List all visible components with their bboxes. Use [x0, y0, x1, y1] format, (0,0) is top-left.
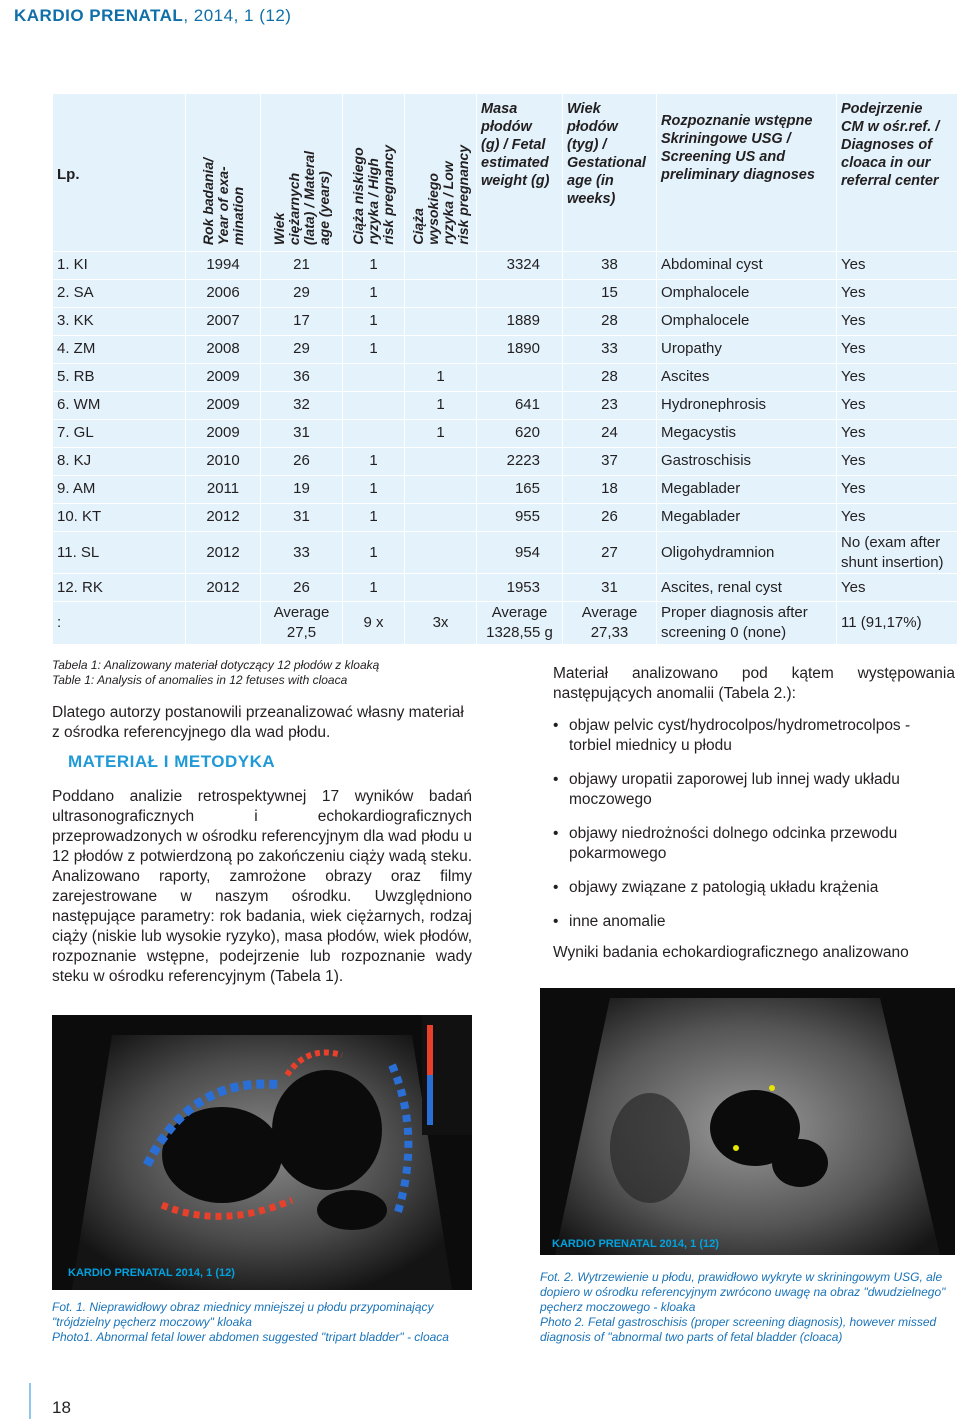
- table-cell-lp: 9. AM: [53, 475, 186, 503]
- table-cell-low: [343, 419, 405, 447]
- figure1-caption-en: Photo1. Abnormal fetal lower abdomen suggested "tripart bladder" - cloaca: [52, 1330, 449, 1344]
- figure2-caption-pl: Fot. 2. Wytrzewienie u płodu, prawidłowo wykryte w skriningowym USG, ale dopiero w ośrodku referencyjnym zwrócono uwagę na obraz "dwudzielnego" pęcherz moczowego - kloaka: [540, 1270, 946, 1314]
- summary-year: [186, 602, 261, 645]
- table-row: [53, 279, 958, 307]
- table-cell-diag: Omphalocele: [657, 307, 837, 335]
- table-cell-lp: 12. RK: [53, 574, 186, 602]
- anomaly-list: [553, 716, 955, 946]
- table-cell-age: 33: [261, 531, 343, 574]
- table-cell-diag: Megablader: [657, 475, 837, 503]
- table-cell-ga: 26: [563, 503, 657, 531]
- table-cell-low: 1: [343, 503, 405, 531]
- table-cell-low: [343, 391, 405, 419]
- list-item: • inne anomalie: [553, 912, 955, 932]
- table-cell-cm: Yes: [837, 503, 958, 531]
- table-cell-high: [405, 307, 477, 335]
- list-item: • objawy niedrożności dolnego odcinka przewodu pokarmowego: [553, 824, 955, 864]
- table-cell-age: 19: [261, 475, 343, 503]
- header-weight: Masa płodów (g) / Fetal estimated weight (g): [477, 94, 563, 252]
- ultrasound-graphic-1: [52, 1015, 472, 1290]
- table-cell-high: [405, 475, 477, 503]
- header-ga: Wiek płodów (tyg) / Gestational age (in weeks): [563, 94, 657, 252]
- table-cell-high: [405, 531, 477, 574]
- header-suspicion: Podejrzenie CM w ośr.ref. / Diagnoses of cloaca in our referral center: [837, 94, 958, 252]
- figure2-caption-en: Photo 2. Fetal gastroschisis (proper screening diagnosis), however missed diagnosis of "abnormal two parts of fetal bladder (cloaca): [540, 1315, 937, 1344]
- table-cell-high: 1: [405, 419, 477, 447]
- table-cell-year: 2006: [186, 279, 261, 307]
- table-cell-ga: 37: [563, 447, 657, 475]
- table-cell-diag: Megablader: [657, 503, 837, 531]
- table-cell-age: 26: [261, 574, 343, 602]
- header-high-risk-text: Ciąża wysokiego ryzyka / Low risk pregnancy: [409, 145, 471, 245]
- table-cell-low: 1: [343, 475, 405, 503]
- table-cell-diag: Ascites, renal cyst: [657, 574, 837, 602]
- table-cell-year: 2010: [186, 447, 261, 475]
- table-cell-year: 2012: [186, 531, 261, 574]
- table-cell-lp: 2. SA: [53, 279, 186, 307]
- table-cell-low: 1: [343, 574, 405, 602]
- table-cell-year: 2012: [186, 574, 261, 602]
- table-cell-diag: Abdominal cyst: [657, 251, 837, 279]
- summary-high: 3x: [405, 602, 477, 645]
- table-cell-ga: 18: [563, 475, 657, 503]
- table-cell-diag: Omphalocele: [657, 279, 837, 307]
- table-cell-year: 2009: [186, 363, 261, 391]
- table-cell-high: [405, 574, 477, 602]
- table-cell-diag: Uropathy: [657, 335, 837, 363]
- table-cell-cm: Yes: [837, 391, 958, 419]
- header-lp: Lp.: [53, 94, 186, 252]
- table-cell-high: [405, 279, 477, 307]
- table-cell-cm: Yes: [837, 363, 958, 391]
- table-caption-pl: Tabela 1: Analizowany materiał dotyczący 12 płodów z kloaką: [52, 658, 380, 672]
- header-low-risk: [343, 94, 405, 252]
- table-cell-lp: 3. KK: [53, 307, 186, 335]
- table-cell-high: [405, 251, 477, 279]
- table-cell-year: 1994: [186, 251, 261, 279]
- table-cell-lp: 7. GL: [53, 419, 186, 447]
- header-low-risk-text: Ciąża niskiego ryzyka / High risk pregnancy: [350, 145, 396, 245]
- data-table: [52, 93, 958, 645]
- table-cell-weight: 641: [477, 391, 563, 419]
- table-cell-high: 1: [405, 363, 477, 391]
- table-cell-age: 31: [261, 419, 343, 447]
- table-cell-year: 2011: [186, 475, 261, 503]
- table-cell-low: 1: [343, 447, 405, 475]
- table-cell-age: 32: [261, 391, 343, 419]
- table-cell-age: 21: [261, 251, 343, 279]
- table-cell-weight: 1889: [477, 307, 563, 335]
- table-cell-ga: 33: [563, 335, 657, 363]
- list-item: • objaw pelvic cyst/hydrocolpos/hydrometrocolpos - torbiel miednicy u płodu: [553, 716, 955, 756]
- page-rule: [29, 1383, 31, 1419]
- image2-label: KARDIO PRENATAL 2014, 1 (12): [552, 1238, 719, 1250]
- table-cell-weight: 620: [477, 419, 563, 447]
- table-cell-high: [405, 447, 477, 475]
- table-cell-high: [405, 503, 477, 531]
- table-cell-year: 2009: [186, 391, 261, 419]
- header-year-text: Rok badania/ Year of exa- mination: [199, 157, 246, 245]
- table-cell-ga: 31: [563, 574, 657, 602]
- table-row: [53, 447, 958, 475]
- table-cell-weight: 955: [477, 503, 563, 531]
- summary-diag: Proper diagnosis after screening 0 (none): [657, 602, 837, 645]
- page-number: 18: [52, 1398, 71, 1417]
- table-cell-weight: 3324: [477, 251, 563, 279]
- list-item: • objawy związane z patologią układu krążenia: [553, 878, 955, 898]
- table-cell-weight: 954: [477, 531, 563, 574]
- table-cell-age: 36: [261, 363, 343, 391]
- table-cell-weight: [477, 363, 563, 391]
- table-cell-lp: 5. RB: [53, 363, 186, 391]
- intro-paragraph: Dlatego autorzy postanowili przeanalizować własny materiał z ośrodka referencyjnego dla wad płodu.: [52, 704, 464, 741]
- table-row: [53, 419, 958, 447]
- table-cell-year: 2008: [186, 335, 261, 363]
- header-high-risk: [405, 94, 477, 252]
- table-cell-lp: 10. KT: [53, 503, 186, 531]
- header-age: [261, 94, 343, 252]
- methods-paragraph: Poddano analizie retrospektywnej 17 wyników badań ultrasonograficznych i echokardiograficznych przeprowadzonych w ośrodku referencyjnym dla wad płodu u 12 płodów z potwierdzoną po zakończeniu ciąży wadą steku. Analizowano raporty, zamrożone obrazy oraz filmy zarejestrowane w naszym ośrodku. Uwzględniono następujące parametry: rok badania, wiek ciężarnych, rodzaj ciąży (niskie lub wysokie ryzyko), masa płodów, wiek płodów, rozpoznanie wstępne, podejrzenie lub rozpoznanie wady steku w ośrodku referencyjnym (Tabela 1).: [52, 788, 472, 985]
- table-cell-low: 1: [343, 307, 405, 335]
- table-cell-age: 31: [261, 503, 343, 531]
- table-cell-cm: Yes: [837, 335, 958, 363]
- table-cell-ga: 27: [563, 531, 657, 574]
- table-cell-weight: 1953: [477, 574, 563, 602]
- table-cell-high: [405, 335, 477, 363]
- running-header: [14, 6, 291, 26]
- table-row: [53, 391, 958, 419]
- table-cell-ga: 28: [563, 307, 657, 335]
- list-item: • objawy uropatii zaporowej lub innej wady układu moczowego: [553, 770, 955, 810]
- table-cell-diag: Megacystis: [657, 419, 837, 447]
- table-cell-low: 1: [343, 335, 405, 363]
- table-cell-low: 1: [343, 279, 405, 307]
- table-cell-low: 1: [343, 251, 405, 279]
- table-cell-cm: Yes: [837, 574, 958, 602]
- table-cell-cm: Yes: [837, 251, 958, 279]
- table-row: [53, 503, 958, 531]
- table-cell-weight: 2223: [477, 447, 563, 475]
- table-cell-year: 2009: [186, 419, 261, 447]
- table-row: [53, 307, 958, 335]
- table-cell-lp: 1. KI: [53, 251, 186, 279]
- figure2-caption: [540, 1270, 955, 1345]
- table-cell-weight: 165: [477, 475, 563, 503]
- summary-lp: :: [53, 602, 186, 645]
- table-summary-row: [53, 602, 958, 645]
- table-caption-en: Table 1: Analysis of anomalies in 12 fetuses with cloaca: [52, 673, 348, 687]
- table-cell-age: 29: [261, 279, 343, 307]
- figure1-caption-pl: Fot. 1. Nieprawidłowy obraz miednicy mniejszej u płodu przypominający "trójdzielny pęcherz moczowy" kloaka: [52, 1300, 434, 1329]
- table-cell-ga: 24: [563, 419, 657, 447]
- table-cell-lp: 11. SL: [53, 531, 186, 574]
- table-cell-year: 2012: [186, 503, 261, 531]
- table-cell-year: 2007: [186, 307, 261, 335]
- summary-age: Average 27,5: [261, 602, 343, 645]
- table-cell-cm: Yes: [837, 475, 958, 503]
- table-cell-weight: 1890: [477, 335, 563, 363]
- table-row: [53, 335, 958, 363]
- table-caption: [52, 658, 502, 688]
- table-row: [53, 363, 958, 391]
- table-cell-diag: Ascites: [657, 363, 837, 391]
- summary-weight: Average 1328,55 g: [477, 602, 563, 645]
- table-cell-age: 26: [261, 447, 343, 475]
- table-cell-ga: 28: [563, 363, 657, 391]
- table-cell-lp: 4. ZM: [53, 335, 186, 363]
- table-cell-cm: Yes: [837, 279, 958, 307]
- table-cell-high: 1: [405, 391, 477, 419]
- table-cell-cm: No (exam after shunt insertion): [837, 531, 958, 574]
- table-cell-ga: 38: [563, 251, 657, 279]
- table-cell-ga: 23: [563, 391, 657, 419]
- table-cell-ga: 15: [563, 279, 657, 307]
- image1-label: KARDIO PRENATAL 2014, 1 (12): [68, 1267, 235, 1279]
- ultrasound-image-2: [540, 988, 955, 1255]
- table-header-row: [53, 94, 958, 252]
- table-cell-age: 17: [261, 307, 343, 335]
- table-row: [53, 475, 958, 503]
- header-diagnosis: Rozpoznanie wstępne Skriningowe USG / Screening US and preliminary diagnoses: [657, 94, 837, 252]
- figure1-caption: [52, 1300, 472, 1345]
- table-cell-diag: Oligohydramnion: [657, 531, 837, 574]
- table-row: [53, 251, 958, 279]
- header-age-text: Wiek ciężarnych (lata) / Materal age (years): [270, 150, 332, 245]
- ultrasound-image-1: [52, 1015, 472, 1290]
- journal-name: KARDIO PRENATAL: [14, 6, 184, 25]
- table-cell-weight: [477, 279, 563, 307]
- summary-low: 9 x: [343, 602, 405, 645]
- summary-ga: Average 27,33: [563, 602, 657, 645]
- table-cell-diag: Hydronephrosis: [657, 391, 837, 419]
- journal-volume: , 2014, 1 (12): [183, 6, 292, 25]
- right-outro-paragraph: Wyniki badania echokardiograficznego analizowano: [553, 944, 909, 961]
- table-cell-age: 29: [261, 335, 343, 363]
- table-cell-lp: 8. KJ: [53, 447, 186, 475]
- table-cell-low: [343, 363, 405, 391]
- table-cell-diag: Gastroschisis: [657, 447, 837, 475]
- table-cell-cm: Yes: [837, 307, 958, 335]
- table-cell-cm: Yes: [837, 419, 958, 447]
- table-row: [53, 531, 958, 574]
- table-cell-lp: 6. WM: [53, 391, 186, 419]
- ultrasound-graphic-2: [540, 988, 955, 1255]
- table-row: [53, 574, 958, 602]
- summary-cm: 11 (91,17%): [837, 602, 958, 645]
- right-intro-paragraph: Materiał analizowano pod kątem występowania następujących anomalii (Tabela 2.):: [553, 665, 955, 702]
- header-year: [186, 94, 261, 252]
- section-heading: MATERIAŁ I METODYKA: [68, 752, 276, 771]
- table-cell-low: 1: [343, 531, 405, 574]
- table-cell-cm: Yes: [837, 447, 958, 475]
